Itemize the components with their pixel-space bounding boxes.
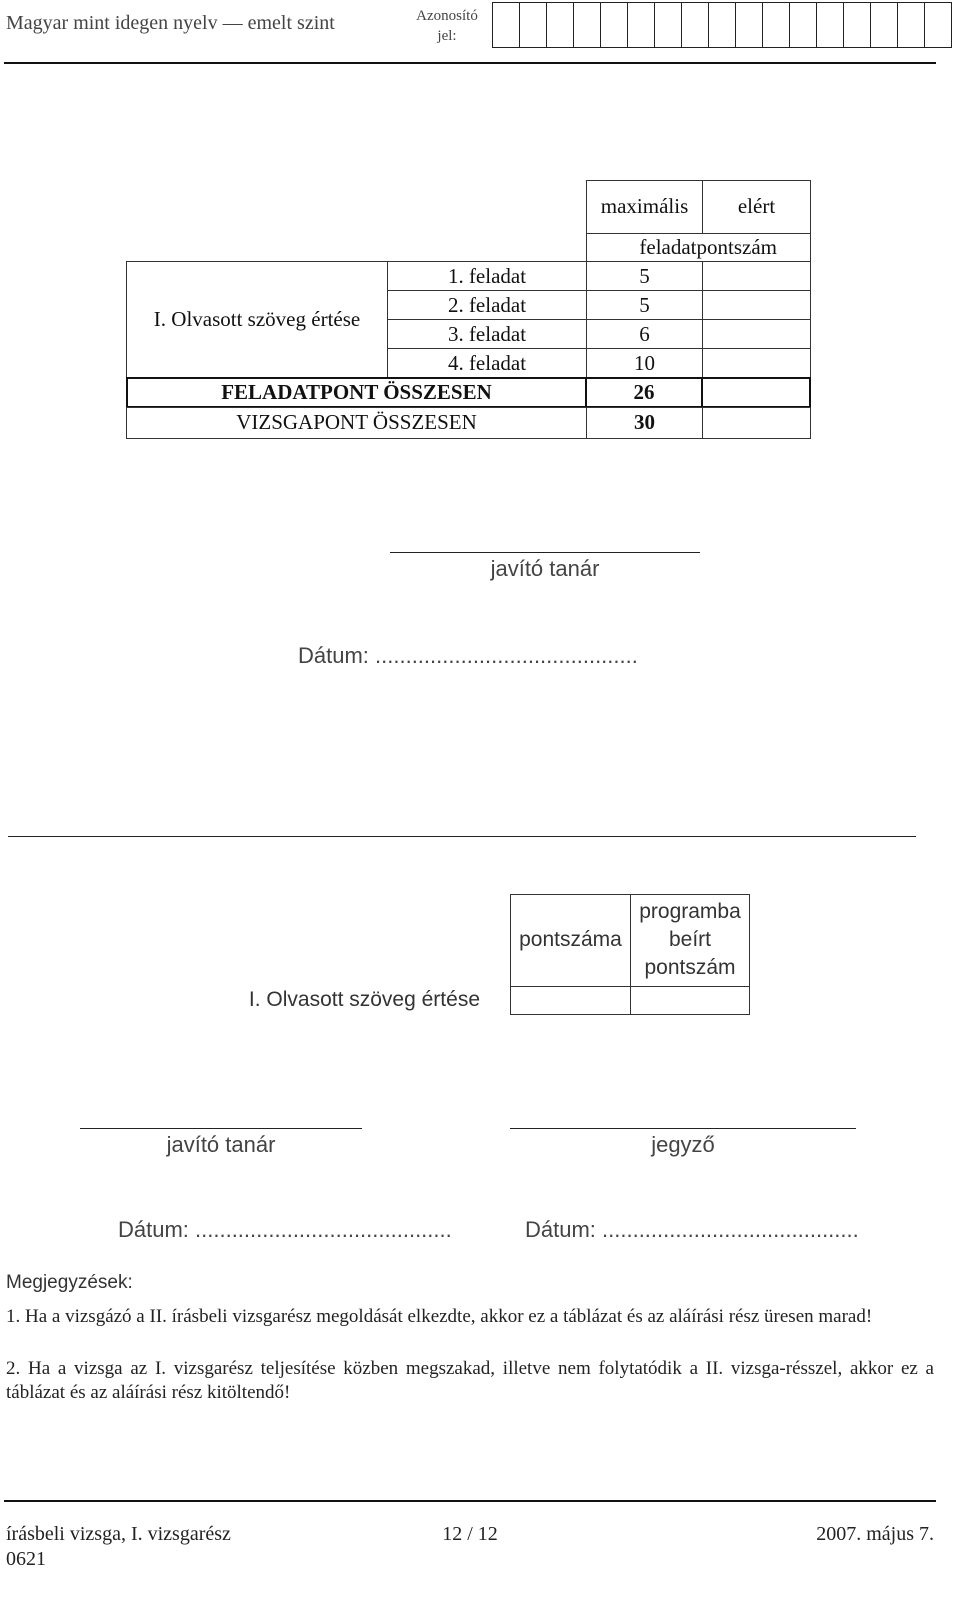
footer-code: 0621: [6, 1548, 46, 1570]
total-reached-field[interactable]: [701, 377, 811, 408]
task-label: 3. feladat: [387, 319, 587, 349]
col-header-reached: elért: [702, 180, 811, 234]
footer-left: írásbeli vizsga, I. vizsgarész: [6, 1523, 231, 1545]
signature-line[interactable]: [390, 552, 700, 553]
header-title: Magyar mint idegen nyelv — emelt szint: [6, 12, 335, 34]
col-header-score: pontszáma: [510, 894, 631, 987]
azonosito-label: [408, 6, 486, 46]
id-box[interactable]: [870, 2, 898, 48]
row-label: I. Olvasott szöveg értése: [248, 988, 480, 1011]
page-number: 12 / 12: [442, 1523, 498, 1545]
task-max: 5: [586, 290, 703, 320]
section-label: I. Olvasott szöveg értése: [126, 261, 388, 378]
azonosito-line2: jel:: [437, 28, 457, 44]
score-field[interactable]: [510, 986, 631, 1015]
id-box[interactable]: [762, 2, 790, 48]
exam-total-reached-field[interactable]: [702, 407, 811, 439]
entered-score-field[interactable]: [630, 986, 750, 1015]
footer-date: 2007. május 7.: [816, 1523, 934, 1545]
task-label: 2. feladat: [387, 290, 587, 320]
total-max: 26: [585, 377, 703, 408]
col-header-entered-l2: beírt: [668, 928, 712, 951]
notes-heading: Megjegyzések:: [6, 1272, 133, 1293]
signature-line[interactable]: [80, 1128, 362, 1129]
col-header-entered-l3: pontszám: [644, 956, 736, 979]
id-box[interactable]: [600, 2, 628, 48]
date-field: Dátum: ..........................................: [525, 1217, 859, 1242]
id-box[interactable]: [735, 2, 763, 48]
id-box[interactable]: [924, 2, 952, 48]
col-header-entered-l1: programba: [639, 900, 741, 923]
id-box[interactable]: [573, 2, 601, 48]
exam-total-max: 30: [586, 407, 703, 439]
footer-rule: [4, 1500, 936, 1502]
task-max: 5: [586, 261, 703, 291]
id-box[interactable]: [546, 2, 574, 48]
col-header-sub: feladatpontszám: [586, 233, 811, 262]
note-2: 2. Ha a vizsga az I. vizsgarész teljesítése közben megszakad, illetve nem folytatódik a II. vizsga-résszel, akkor ez a táblázat és az aláírási rész kitöltendő!: [6, 1358, 934, 1403]
note-1: 1. Ha a vizsgázó a II. írásbeli vizsgarész megoldását elkezdte, akkor ez a táblázat és az aláírási rész üresen marad!: [6, 1306, 873, 1327]
azonosito-line1: Azonosító: [416, 8, 478, 24]
id-box[interactable]: [708, 2, 736, 48]
task-reached-field[interactable]: [702, 319, 811, 349]
teacher-label: javító tanár: [166, 1132, 276, 1157]
notary-label: jegyző: [651, 1132, 715, 1157]
id-box[interactable]: [627, 2, 655, 48]
date-field: Dátum: ..........................................: [118, 1217, 452, 1242]
section-divider: [8, 836, 916, 837]
id-box[interactable]: [654, 2, 682, 48]
total-label: FELADATPONT ÖSSZESEN: [126, 377, 587, 408]
task-reached-field[interactable]: [702, 261, 811, 291]
task-reached-field[interactable]: [702, 290, 811, 320]
id-box[interactable]: [816, 2, 844, 48]
signature-line[interactable]: [510, 1128, 856, 1129]
id-box[interactable]: [789, 2, 817, 48]
id-box[interactable]: [843, 2, 871, 48]
header-rule: [4, 62, 936, 64]
teacher-label: javító tanár: [490, 556, 600, 581]
task-max: 6: [586, 319, 703, 349]
col-header-entered: [630, 894, 750, 987]
task-max: 10: [586, 348, 703, 378]
task-label: 1. feladat: [387, 261, 587, 291]
id-box[interactable]: [519, 2, 547, 48]
id-box[interactable]: [492, 2, 520, 48]
task-reached-field[interactable]: [702, 348, 811, 378]
id-box[interactable]: [681, 2, 709, 48]
id-box[interactable]: [897, 2, 925, 48]
col-header-max: maximális: [586, 180, 703, 234]
id-boxes: [493, 2, 952, 48]
exam-total-label: VIZSGAPONT ÖSSZESEN: [126, 407, 587, 439]
task-label: 4. feladat: [387, 348, 587, 378]
date-field: Dátum: ...........................................: [298, 643, 638, 668]
